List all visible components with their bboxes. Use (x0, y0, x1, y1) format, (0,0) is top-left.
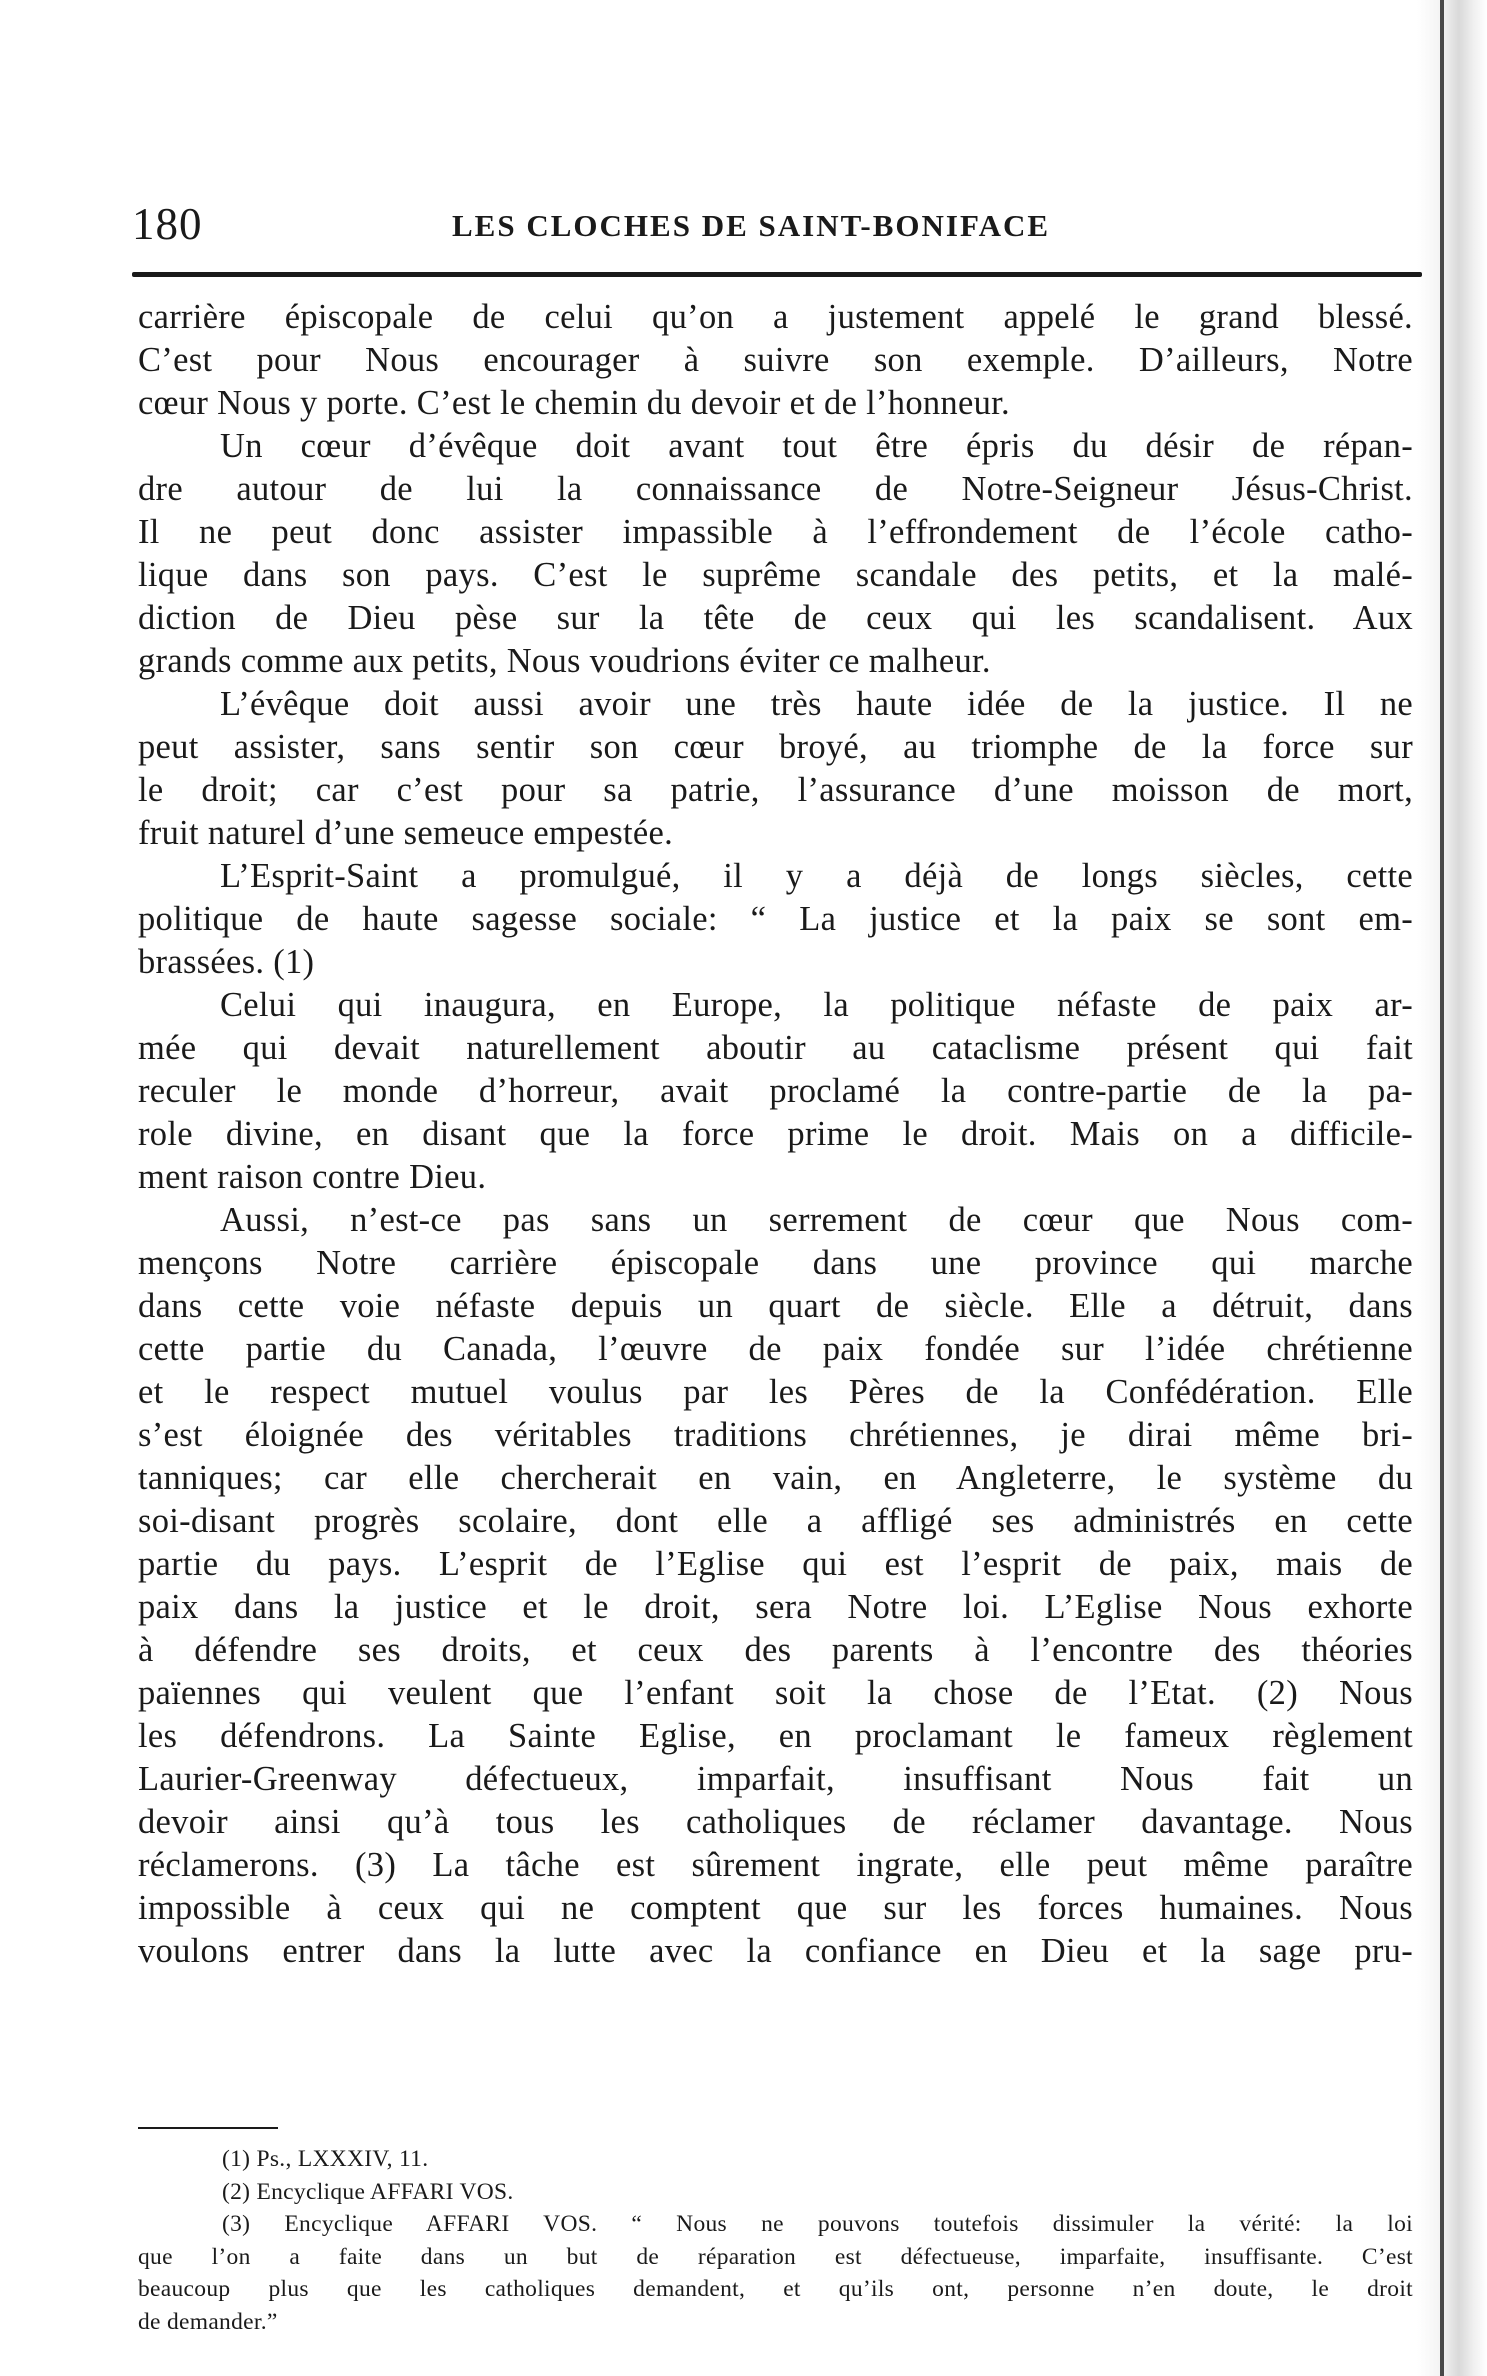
text-line: partie du pays. L’esprit de l’Eglise qui est l’esprit de paix, mais de (138, 1545, 1413, 1583)
page-edge-line (1440, 0, 1444, 2376)
text-line: politique de haute sagesse sociale: “ La justice et la paix se sont em- (138, 900, 1413, 938)
running-title: LES CLOCHES DE SAINT-BONIFACE (452, 208, 1051, 243)
text-line: réclamerons. (3) La tâche est sûrement ingrate, elle peut même paraître (138, 1846, 1413, 1884)
text-line: soi-disant progrès scolaire, dont elle a affligé ses administrés en cette (138, 1502, 1413, 1540)
footnotes (138, 2143, 1413, 2338)
text-line: le droit; car c’est pour sa patrie, l’assurance d’une moisson de mort, (138, 771, 1413, 809)
text-line: carrière épiscopale de celui qu’on a justement appelé le grand blessé. (138, 298, 1413, 336)
text-line: voulons entrer dans la lutte avec la confiance en Dieu et la sage pru- (138, 1932, 1413, 1970)
text-line: à défendre ses droits, et ceux des parents à l’encontre des théories (138, 1631, 1413, 1669)
text-line: role divine, en disant que la force prime le droit. Mais on a difficile- (138, 1115, 1413, 1153)
text-line: dre autour de lui la connaissance de Notre-Seigneur Jésus-Christ. (138, 470, 1413, 508)
text-line: cœur Nous y porte. C’est le chemin du devoir et de l’honneur. (138, 384, 1010, 422)
text-line: les défendrons. La Sainte Eglise, en proclamant le fameux règlement (138, 1717, 1413, 1755)
text-line: fruit naturel d’une semeuce empestée. (138, 814, 674, 852)
footnote-1: (1) Ps., LXXXIV, 11. (222, 2146, 429, 2172)
header-rule (132, 272, 1422, 277)
text-line: mée qui devait naturellement aboutir au cataclisme présent qui fait (138, 1029, 1413, 1067)
text-line: impossible à ceux qui ne comptent que sur les forces humaines. Nous (138, 1889, 1413, 1927)
text-line: peut assister, sans sentir son cœur broyé, au triomphe de la force sur (138, 728, 1413, 766)
binding-shadow (1417, 0, 1487, 2376)
text-line: devoir ainsi qu’à tous les catholiques de réclamer davantage. Nous (138, 1803, 1413, 1841)
footnote-3-cont: de demander.” (138, 2308, 278, 2335)
text-line: cette partie du Canada, l’œuvre de paix fondée sur l’idée chrétienne (138, 1330, 1413, 1368)
text-line: païennes qui veulent que l’enfant soit la chose de l’Etat. (2) Nous (138, 1674, 1413, 1712)
text-line: Laurier-Greenway défectueux, imparfait, insuffisant Nous fait un (138, 1760, 1413, 1798)
text-line: dans cette voie néfaste depuis un quart de siècle. Elle a détruit, dans (138, 1287, 1413, 1325)
text-line: tanniques; car elle chercherait en vain, en Angleterre, le système du (138, 1459, 1413, 1497)
text-line: reculer le monde d’horreur, avait proclamé la contre-partie de la pa- (138, 1072, 1413, 1110)
text-line: s’est éloignée des véritables traditions chrétiennes, je dirai même bri- (138, 1416, 1413, 1454)
text-line: paix dans la justice et le droit, sera Notre loi. L’Eglise Nous exhorte (138, 1588, 1413, 1626)
footnote-3-cont: beaucoup plus que les catholiques demandent, et qu’ils ont, personne n’en doute, le droit (138, 2276, 1413, 2302)
footnote-2: (2) Encyclique AFFARI VOS. (222, 2178, 514, 2205)
page-header (132, 198, 1417, 258)
text-line: grands comme aux petits, Nous voudrions éviter ce malheur. (138, 642, 991, 680)
body-text (138, 296, 1413, 1973)
page-number: 180 (132, 199, 203, 249)
text-line: L’évêque doit aussi avoir une très haute idée de la justice. Il ne (220, 685, 1413, 723)
text-line: Celui qui inaugura, en Europe, la politique néfaste de paix ar- (220, 986, 1413, 1024)
text-line: Il ne peut donc assister impassible à l’effrondement de l’école catho- (138, 513, 1413, 551)
footnote-3-cont: que l’on a faite dans un but de réparation est défectueuse, imparfaite, insuffisante. C’est (138, 2243, 1413, 2270)
footnote-rule (138, 2127, 278, 2129)
text-line: L’Esprit-Saint a promulgué, il y a déjà de longs siècles, cette (220, 857, 1413, 895)
text-line: mençons Notre carrière épiscopale dans une province qui marche (138, 1244, 1413, 1282)
text-line: Aussi, n’est-ce pas sans un serrement de cœur que Nous com- (220, 1201, 1413, 1239)
text-line: brassées. (1) (138, 943, 315, 981)
text-line: C’est pour Nous encourager à suivre son exemple. D’ailleurs, Notre (138, 341, 1413, 379)
text-line: lique dans son pays. C’est le suprême scandale des petits, et la malé- (138, 556, 1413, 594)
text-line: ment raison contre Dieu. (138, 1158, 487, 1196)
text-line: diction de Dieu pèse sur la tête de ceux qui les scandalisent. Aux (138, 599, 1413, 637)
text-line: Un cœur d’évêque doit avant tout être épris du désir de répan- (220, 427, 1413, 465)
text-line: et le respect mutuel voulus par les Pères de la Confédération. Elle (138, 1373, 1413, 1411)
footnote-3: (3) Encyclique AFFARI VOS. “ Nous ne pouvons toutefois dissimuler la vérité: la loi (222, 2211, 1413, 2237)
